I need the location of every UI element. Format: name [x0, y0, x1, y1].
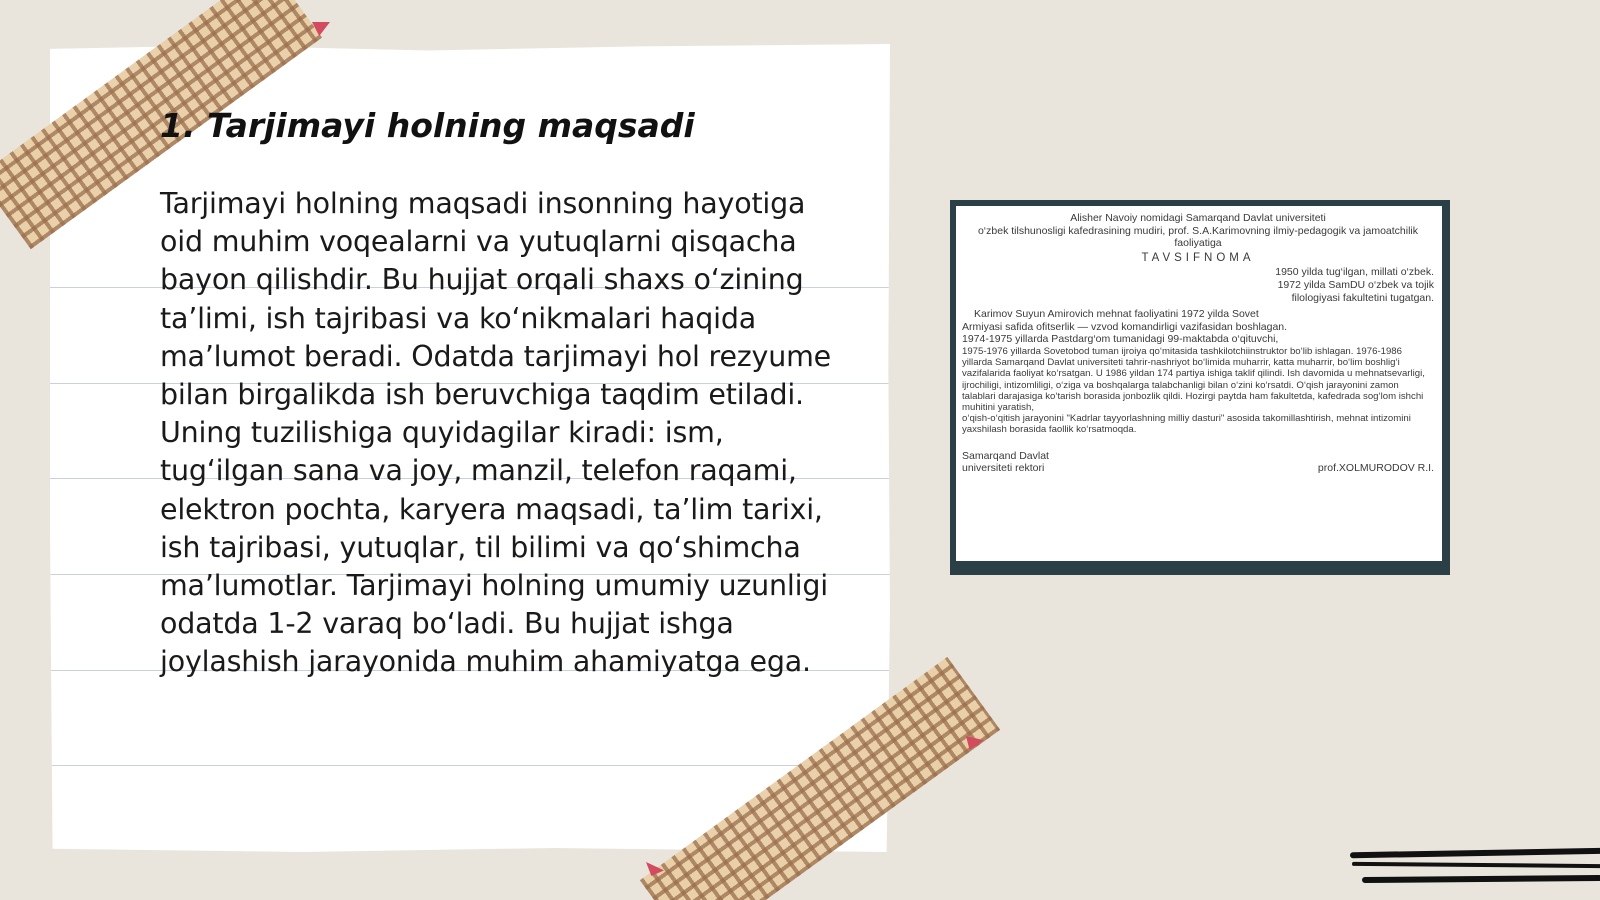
doc-right-line: 1950 yilda tug‘ilgan, millati o‘zbek. — [1275, 266, 1434, 279]
brush-stroke — [1352, 862, 1600, 868]
doc-right-line: filologiyasi fakultetini tugatgan. — [1291, 291, 1434, 304]
doc-sign-right: prof.XOLMURODOV R.I. — [1317, 462, 1434, 475]
slide-title: 1. Tarjimayi holning maqsadi — [160, 106, 695, 145]
paper-rule-line — [50, 765, 890, 766]
doc-heading: TAVSIFNOMA — [1141, 251, 1255, 264]
brush-stroke — [1350, 848, 1600, 859]
slide-body-text: Tarjimayi holning maqsadi insonning hayotiga oid muhim voqealarni va yutuqlarni qisqacha bayon qilishdir. Bu hujjat orqali shaxs o‘zining ta’limi, ish tajribasi va ko‘nikmalari haqida ma’lumot beradi. Odatda tarjimayi hol rezyume bilan birgalikda ish beruvchiga taqdim etiladi. Uning tuzilishiga quyidagilar kiradi: ism, tug‘ilgan sana va joy, manzil, telefon raqami, elektron pochta, karyera maqsadi, ta’lim tarixi, ish tajribasi, yutuqlar, til bilimi va qo‘shimcha ma’lumotlar. Tarjimayi holning umumiy uzunligi odatda 1-2 varaq bo‘ladi. Bu hujjat ishga joylashish jarayonida muhim ahamiyatga ega. — [160, 187, 831, 679]
doc-paragraph: Karimov Suyun Amirovich mehnat faoliyatini 1972 yilda Sovet — [974, 308, 1259, 321]
document-scan — [956, 206, 1442, 561]
doc-sign-left: universiteti rektori — [962, 462, 1045, 475]
doc-header-line: Alisher Navoiy nomidagi Samarqand Davlat universiteti — [1070, 212, 1326, 224]
doc-paragraph: 1975-1976 yillarda Sovetobod tuman ijroiya qo‘mitasida tashkilotchiinstruktor bo‘lib ishlagan. 1976-1986 yillarda Samarqand Davlat universiteti tahrir-nashriyot bo‘limida muharrir, katta muharrir, bo‘lim boshlig‘i vazifalarida faoliyat ko‘rsatgan. U 1986 yildan 174 partiya ishiga taklif qilindi. Ish davomida u mehnatsevarligi, ijrochiligi, intizomliligi, o‘ziga va boshqalarga talabchanligi bilan o‘zini ko‘rsatdi. O‘qish jarayonini zamon talablari darajasiga ko‘tarish borasida jonbozlik qildi. Hozirgi paytda ham fakultetda, kafedrada sog‘lom ishchi muhitini yaratish, — [962, 345, 1425, 413]
doc-paragraph: o‘qish-o‘qitish jarayonini "Kadrlar tayyorlashning milliy dasturi" asosida takomillashtirish, mehnat intizomini yaxshilash borasida faollik ko‘rsatmoqda. — [962, 413, 1411, 436]
doc-paragraph: 1974-1975 yillarda Pastdarg‘om tumanidagi 99-maktabda o‘qituvchi, — [962, 333, 1279, 346]
document-image — [950, 200, 1450, 575]
doc-sign-left: Samarqand Davlat — [962, 449, 1049, 462]
doc-header-line: o‘zbek tilshunosligi kafedrasining mudiri, prof. S.A.Karimovning ilmiy-pedagogik va jamoatchilik faoliyatiga — [977, 224, 1419, 250]
brush-stroke — [1362, 875, 1600, 883]
doc-signature-block — [962, 450, 1434, 475]
doc-right-line: 1972 yilda SamDU o‘zbek va tojik — [1277, 278, 1434, 291]
doc-paragraph: Armiyasi safida ofitserlik — vzvod komandirligi vazifasidan boshlagan. — [962, 320, 1288, 333]
